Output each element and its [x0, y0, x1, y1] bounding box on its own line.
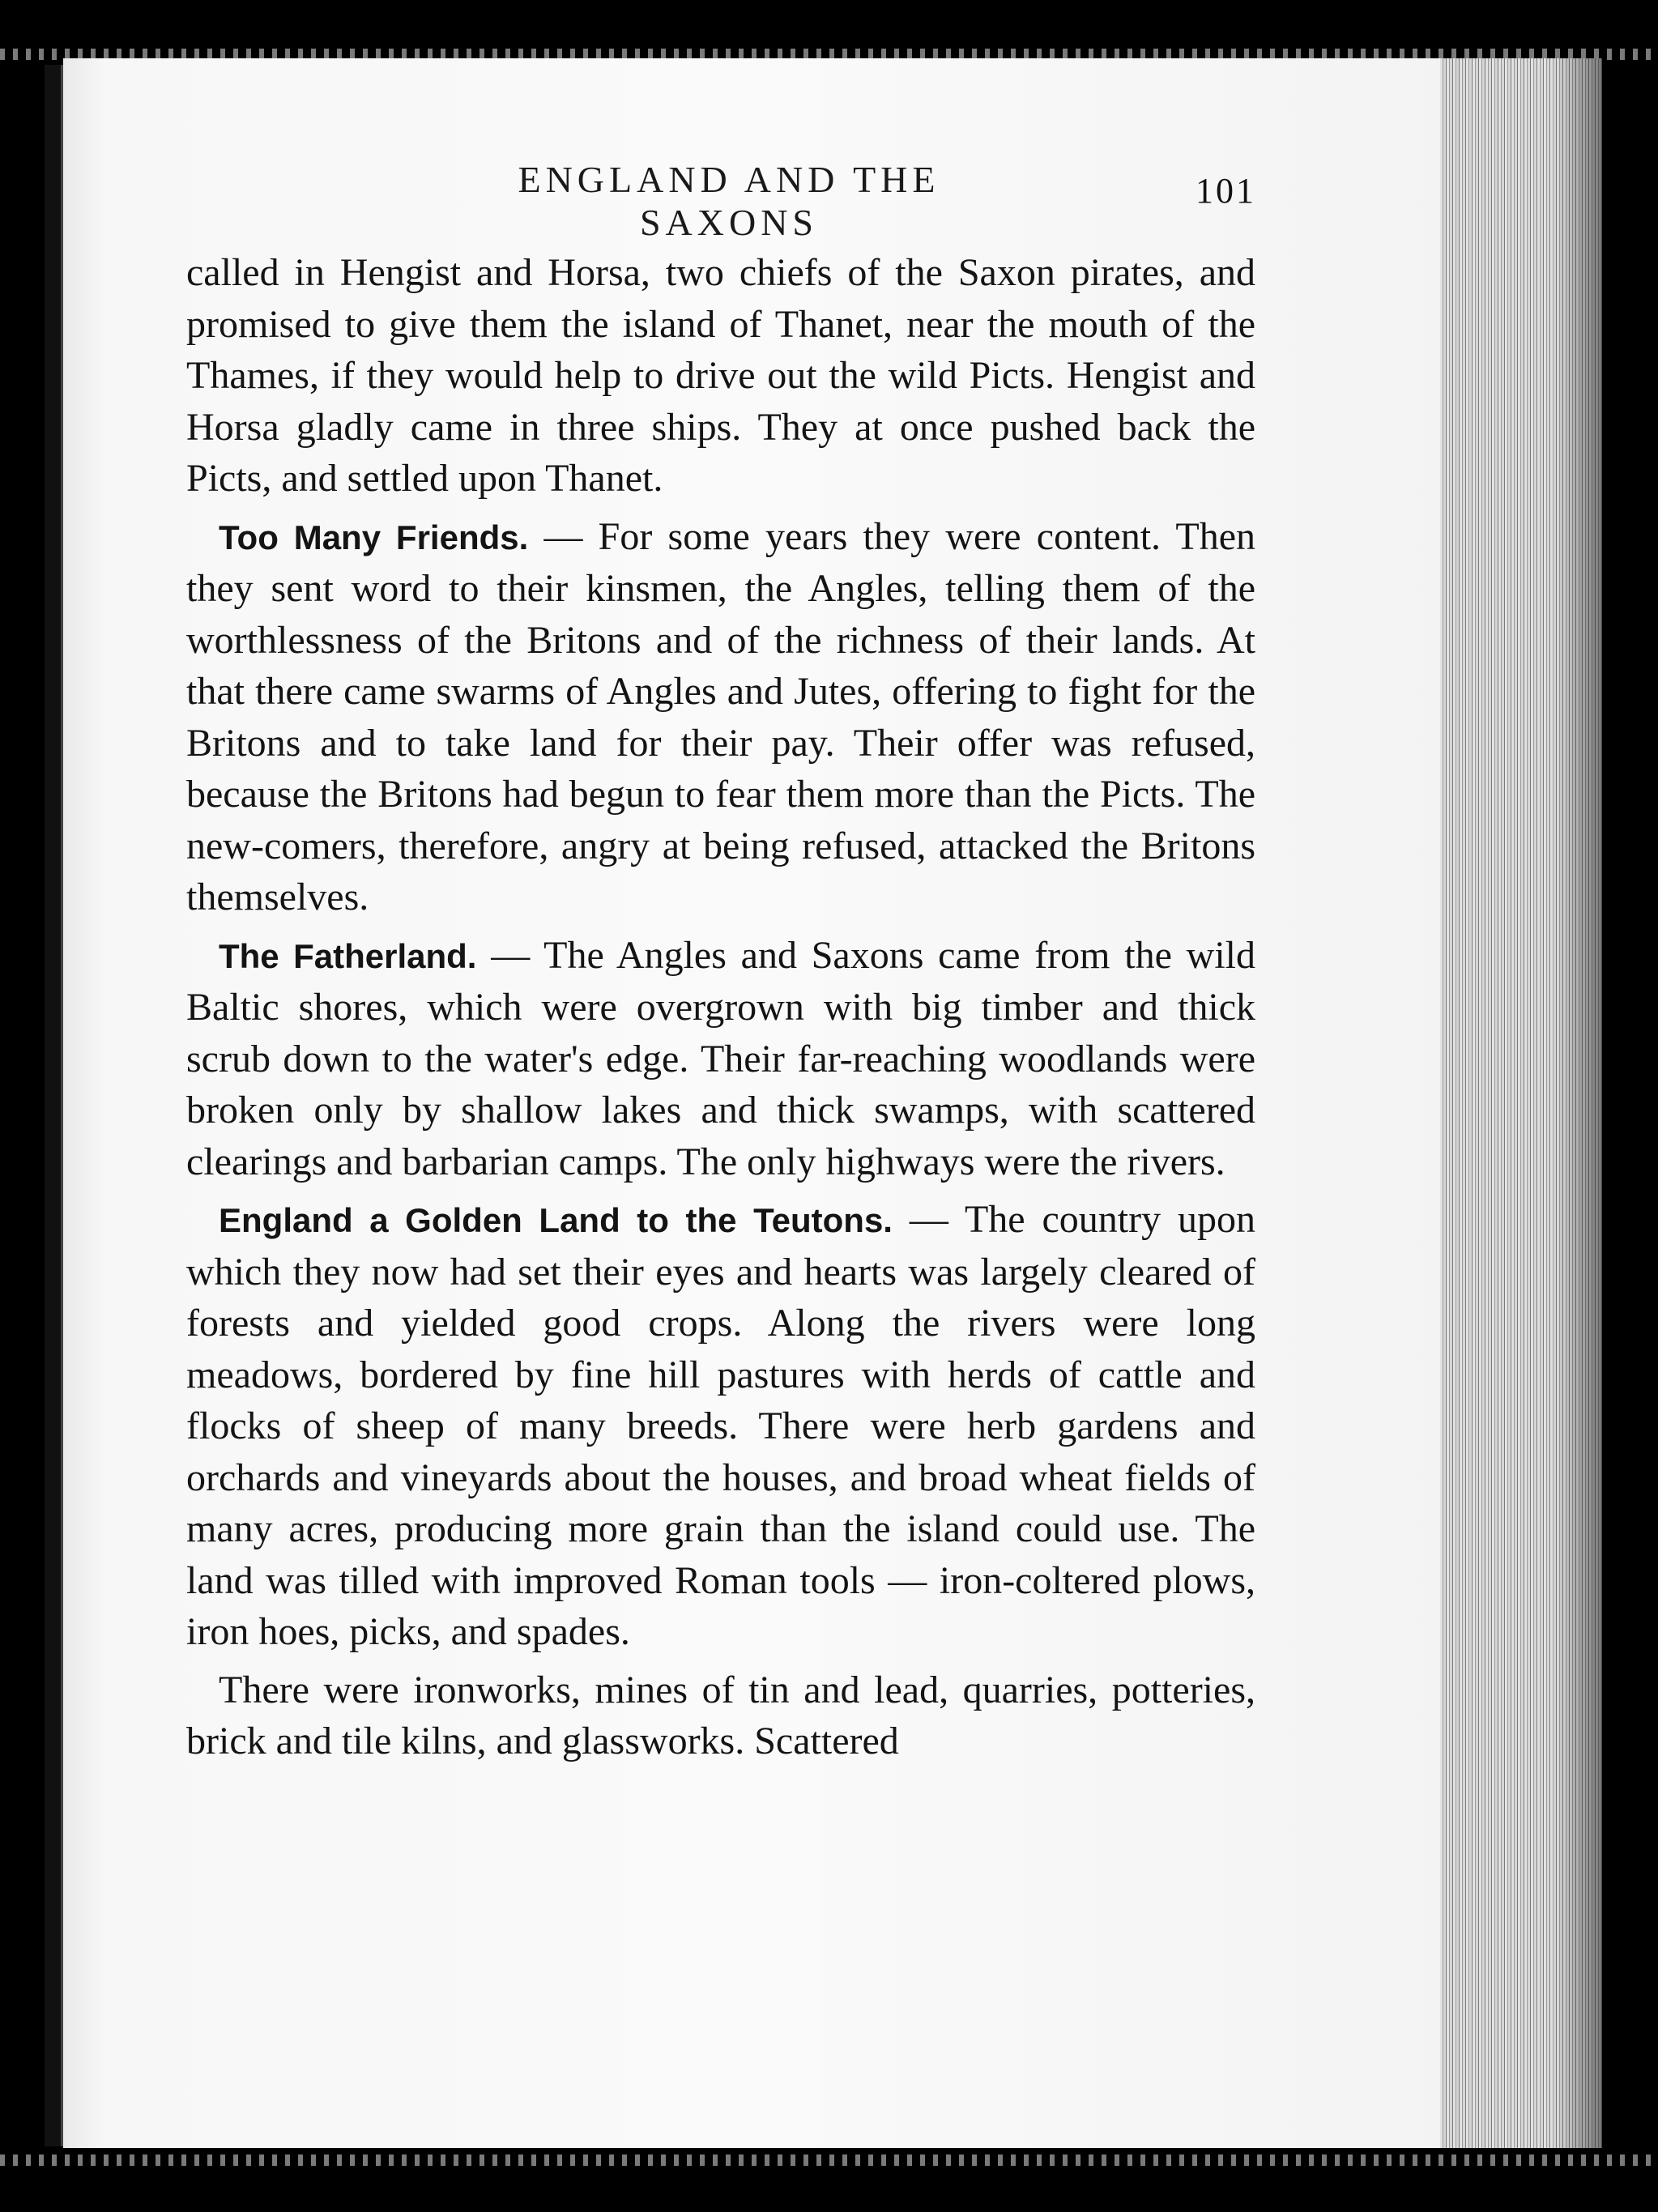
- page-edges: [1440, 58, 1602, 2148]
- paragraph-text: The Angles and Saxons came from the wild Baltic shores, which were overgrown with big timber and thick scrub down to the water's edge. Their far-reaching woodlands were broken only by shallow lakes and thick swamps, with scattered clearings and barbarian camps. The only highways were the rivers.: [186, 933, 1256, 1183]
- paragraph: [186, 1664, 1255, 1767]
- paragraph: [186, 247, 1255, 505]
- paragraph: [186, 1194, 1255, 1658]
- film-strip-bottom: [0, 2154, 1658, 2166]
- heading-separator: —: [528, 514, 599, 558]
- running-head: ENGLAND AND THE SAXONS: [518, 159, 940, 243]
- section-heading: The Fatherland.: [219, 936, 477, 975]
- heading-separator: —: [892, 1198, 965, 1241]
- paragraph-text: For some years they were content. Then they sent word to their kinsmen, the Angles, telling them of the worthlessness of the Britons and of the richness of their lands. At that there came swarms of Angles and Jutes, offering to fight for the Britons and to take land for their pay. Their offer was refused, because the Britons had begun to fear them more than the Picts. The new-comers, therefore, angry at being refused, attacked the Britons themselves.: [186, 514, 1255, 918]
- paragraph: [186, 511, 1255, 923]
- paragraph: [186, 930, 1255, 1188]
- paragraph-text: called in Hengist and Horsa, two chiefs of the Saxon pirates, and promised to give them the island of Thanet, near the mouth of the Thames, if they would help to drive out the wild Picts. Hengist and Horsa gladly came in three ships. They at once pushed back the Picts, and settled upon Thanet.: [186, 251, 1255, 500]
- body-text: [186, 247, 1255, 1767]
- paragraph-text: There were ironworks, mines of tin and lead, quarries, potteries, brick and tile kilns, and glassworks. Scattered: [186, 1668, 1255, 1762]
- section-heading: Too Many Friends.: [219, 518, 529, 556]
- page-number: 101: [1196, 171, 1256, 211]
- book-spine: [45, 65, 63, 2146]
- paragraph-text: The country upon which they now had set their eyes and hearts was largely cleared of forests and yielded good crops. Along the rivers were long meadows, bordered by fine hill pastures with herds of cattle and flocks of sheep of many breeds. There were herb gardens and orchards and vineyards about the houses, and broad wheat fields of many acres, producing more grain than the island could use. The land was tilled with improved Roman tools — iron-coltered plows, iron hoes, picks, and spades.: [186, 1198, 1255, 1653]
- heading-separator: —: [476, 933, 544, 977]
- section-heading: England a Golden Land to the Teutons.: [219, 1201, 893, 1239]
